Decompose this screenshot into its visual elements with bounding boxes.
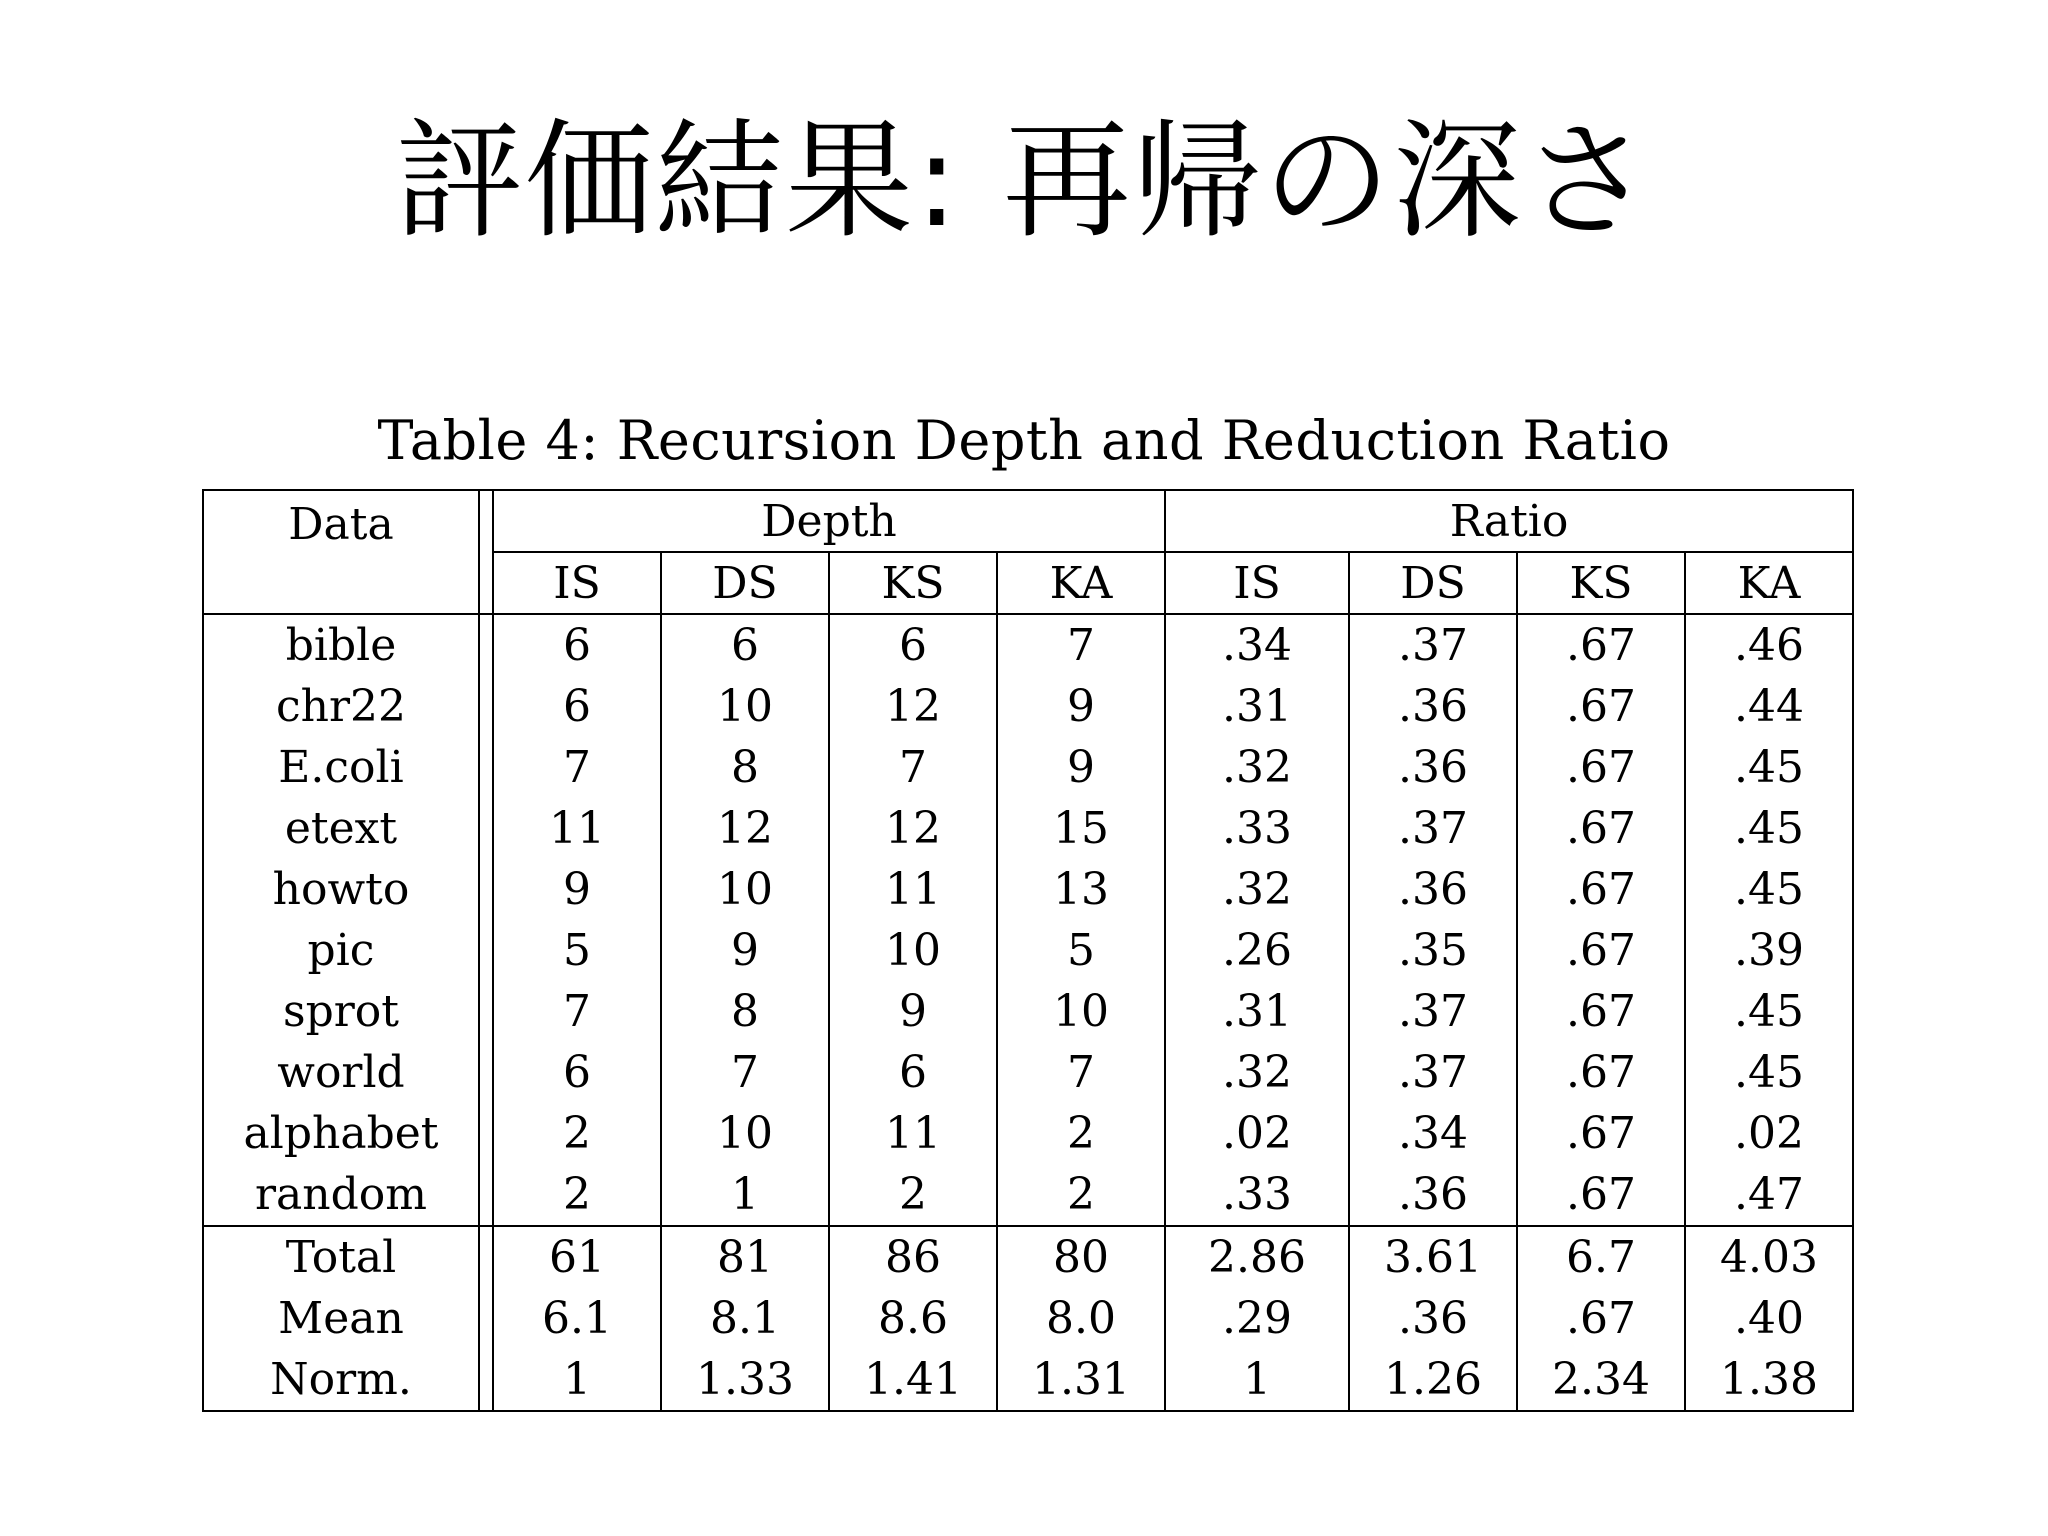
data-column-header: Data <box>203 490 479 614</box>
depth-cell: 6 <box>829 1042 997 1103</box>
slide-title: 評価結果: 再帰の深さ <box>395 107 1653 256</box>
depth-cell: 10 <box>997 981 1165 1042</box>
ratio-cell: 3.61 <box>1349 1226 1517 1288</box>
depth-cell: 7 <box>997 614 1165 676</box>
depth-cell: 7 <box>997 1042 1165 1103</box>
ratio-cell: .67 <box>1517 737 1685 798</box>
depth-cell: 7 <box>661 1042 829 1103</box>
ratio-cell: .67 <box>1517 1103 1685 1164</box>
ratio-cell: .37 <box>1349 981 1517 1042</box>
depth-cell: 1.41 <box>829 1349 997 1411</box>
depth-cell: 8.0 <box>997 1288 1165 1349</box>
depth-cell: 2 <box>563 1108 591 1159</box>
ratio-cell: .45 <box>1685 737 1853 798</box>
depth-cell: 1.33 <box>661 1349 829 1411</box>
row-label: sprot <box>283 986 399 1037</box>
depth-cell: 6 <box>829 614 997 676</box>
ratio-cell: .37 <box>1349 798 1517 859</box>
depth-cell: 11 <box>829 859 997 920</box>
depth-cell: 2 <box>829 1164 997 1226</box>
ratio-cell: .26 <box>1165 920 1349 981</box>
depth-cell: 2 <box>493 1164 661 1226</box>
ratio-cell: .45 <box>1685 798 1853 859</box>
depth-cell: 10 <box>661 676 829 737</box>
depth-cell: 9 <box>829 981 997 1042</box>
depth-cell: 1.31 <box>997 1349 1165 1411</box>
double-rule <box>479 1042 493 1103</box>
table-row <box>203 981 1853 1042</box>
depth-cell: 80 <box>997 1226 1165 1288</box>
ratio-cell: .32 <box>1165 859 1349 920</box>
depth-cell: 12 <box>661 798 829 859</box>
depth-cell: 7 <box>829 737 997 798</box>
ratio-cell: .67 <box>1517 798 1685 859</box>
depth-cell: 6 <box>563 620 591 671</box>
double-rule <box>479 676 493 737</box>
ratio-cell: .67 <box>1517 1042 1685 1103</box>
depth-cell: 6 <box>661 614 829 676</box>
ratio-cell: 1.26 <box>1349 1349 1517 1411</box>
column-header: KA <box>1685 552 1853 614</box>
depth-cell: 12 <box>829 798 997 859</box>
depth-cell: 15 <box>997 798 1165 859</box>
table-row <box>203 1349 1853 1411</box>
ratio-cell: .34 <box>1165 614 1349 676</box>
row-label: alphabet <box>243 1108 439 1159</box>
depth-cell: 9 <box>997 737 1165 798</box>
depth-cell: 12 <box>829 676 997 737</box>
ratio-group-header: Ratio <box>1165 490 1853 552</box>
row-label: world <box>277 1047 405 1098</box>
depth-cell: 9 <box>997 676 1165 737</box>
double-rule <box>479 1288 493 1349</box>
depth-cell: 6 <box>563 681 591 732</box>
table-row <box>203 1288 1853 1349</box>
double-rule <box>479 920 493 981</box>
ratio-cell: .32 <box>1165 1042 1349 1103</box>
table-row <box>203 920 1853 981</box>
depth-cell: 10 <box>661 859 829 920</box>
depth-cell: 9 <box>563 864 591 915</box>
ratio-cell: 2.34 <box>1517 1349 1685 1411</box>
ratio-cell: .39 <box>1685 920 1853 981</box>
depth-cell: 5 <box>997 920 1165 981</box>
ratio-cell: .32 <box>1165 737 1349 798</box>
row-label: E.coli <box>278 742 404 793</box>
ratio-cell: .37 <box>1349 614 1517 676</box>
depth-cell: 2 <box>997 1103 1165 1164</box>
ratio-cell: .67 <box>1517 676 1685 737</box>
table-row <box>203 676 1853 737</box>
depth-cell: 13 <box>997 859 1165 920</box>
ratio-cell: .40 <box>1685 1288 1853 1349</box>
ratio-cell: 1 <box>1165 1349 1349 1411</box>
table-row <box>203 1042 1853 1103</box>
table-row <box>203 1226 1853 1288</box>
ratio-cell: .36 <box>1349 859 1517 920</box>
ratio-cell: .67 <box>1517 859 1685 920</box>
ratio-cell: .67 <box>1517 920 1685 981</box>
ratio-cell: .33 <box>1165 1164 1349 1226</box>
depth-cell: 5 <box>563 925 591 976</box>
column-header: KS <box>1517 552 1685 614</box>
table-row <box>203 737 1853 798</box>
ratio-cell: 4.03 <box>1685 1226 1853 1288</box>
table-row <box>203 614 1853 676</box>
double-rule <box>479 1349 493 1411</box>
depth-cell: 61 <box>549 1232 605 1283</box>
ratio-cell: .47 <box>1685 1164 1853 1226</box>
double-rule <box>479 1103 493 1164</box>
depth-cell: 86 <box>829 1226 997 1288</box>
ratio-cell: .36 <box>1349 1288 1517 1349</box>
ratio-cell: .29 <box>1165 1288 1349 1349</box>
results-table <box>202 489 1854 1412</box>
depth-cell: 7 <box>563 986 591 1037</box>
depth-cell: 1 <box>661 1164 829 1226</box>
depth-cell: 1 <box>563 1354 591 1405</box>
double-rule <box>479 798 493 859</box>
double-rule <box>479 1164 493 1226</box>
ratio-cell: .31 <box>1165 676 1349 737</box>
ratio-cell: .67 <box>1517 614 1685 676</box>
ratio-cell: .45 <box>1685 1042 1853 1103</box>
table-row <box>203 859 1853 920</box>
column-header: KA <box>997 552 1165 614</box>
ratio-cell: .45 <box>1685 981 1853 1042</box>
row-label: Total <box>285 1232 397 1283</box>
depth-cell: 10 <box>661 1103 829 1164</box>
depth-cell: 2 <box>997 1164 1165 1226</box>
depth-cell: 8 <box>661 737 829 798</box>
depth-cell: 81 <box>661 1226 829 1288</box>
row-label: howto <box>272 864 410 915</box>
table-row <box>203 1164 1853 1226</box>
double-rule <box>479 737 493 798</box>
double-rule <box>479 859 493 920</box>
depth-cell: 11 <box>549 803 605 854</box>
row-label: Mean <box>278 1293 404 1344</box>
depth-cell: 6.1 <box>542 1293 612 1344</box>
depth-group-header: Depth <box>493 490 1165 552</box>
header-row-groups <box>203 490 1853 552</box>
table-row <box>203 1103 1853 1164</box>
depth-cell: 7 <box>563 742 591 793</box>
depth-cell: 9 <box>661 920 829 981</box>
ratio-cell: 6.7 <box>1517 1226 1685 1288</box>
table-caption: Table 4: Recursion Depth and Reduction Ratio <box>377 409 1671 472</box>
ratio-cell: .67 <box>1517 981 1685 1042</box>
ratio-cell: .67 <box>1517 1164 1685 1226</box>
double-rule <box>479 1226 493 1288</box>
ratio-cell: .37 <box>1349 1042 1517 1103</box>
ratio-cell: .36 <box>1349 1164 1517 1226</box>
ratio-cell: .46 <box>1685 614 1853 676</box>
double-rule <box>479 614 493 676</box>
ratio-cell: .34 <box>1349 1103 1517 1164</box>
column-header: KS <box>829 552 997 614</box>
row-label: Norm. <box>270 1354 412 1405</box>
ratio-cell: .02 <box>1165 1103 1349 1164</box>
ratio-cell: 2.86 <box>1165 1226 1349 1288</box>
table-row <box>203 798 1853 859</box>
depth-cell: 8 <box>661 981 829 1042</box>
depth-cell: 11 <box>829 1103 997 1164</box>
depth-cell: 10 <box>829 920 997 981</box>
ratio-cell: .33 <box>1165 798 1349 859</box>
ratio-cell: .35 <box>1349 920 1517 981</box>
column-header: IS <box>1165 552 1349 614</box>
ratio-cell: .36 <box>1349 737 1517 798</box>
ratio-cell: .67 <box>1517 1288 1685 1349</box>
row-label: etext <box>284 803 398 854</box>
ratio-cell: .02 <box>1685 1103 1853 1164</box>
ratio-cell: .36 <box>1349 676 1517 737</box>
ratio-cell: .31 <box>1165 981 1349 1042</box>
column-header: DS <box>1349 552 1517 614</box>
double-rule <box>479 981 493 1042</box>
double-rule <box>479 490 493 614</box>
depth-cell: 6 <box>563 1047 591 1098</box>
row-label: random <box>203 1164 479 1226</box>
depth-cell: 8.1 <box>661 1288 829 1349</box>
ratio-cell: .44 <box>1685 676 1853 737</box>
depth-cell: 8.6 <box>829 1288 997 1349</box>
row-label: bible <box>285 620 397 671</box>
row-label: chr22 <box>275 681 406 732</box>
column-header: DS <box>661 552 829 614</box>
ratio-cell: 1.38 <box>1685 1349 1853 1411</box>
column-header: IS <box>493 552 661 614</box>
row-label: pic <box>307 925 375 976</box>
ratio-cell: .45 <box>1685 859 1853 920</box>
